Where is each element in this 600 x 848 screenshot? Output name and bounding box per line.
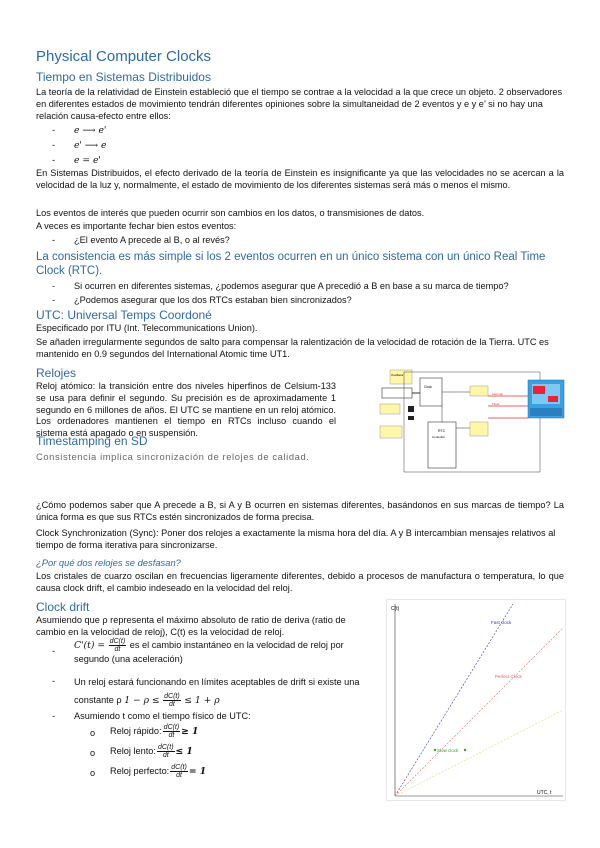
fig-label: Timer (492, 402, 500, 406)
bullet-dash: - (52, 140, 56, 150)
heading-clock-drift: Clock drift (36, 600, 90, 614)
heading-relojes: Relojes (36, 366, 77, 380)
bullet-circle: o (90, 768, 96, 778)
text: es el cambio instantáneo en la velocidad de reloj por segundo (una aceleración) (74, 639, 344, 664)
fraction: $\frac{dC(t)}{dt}$ (164, 693, 180, 709)
fast-clock-line (395, 604, 513, 796)
subtitle: Consistencia implica sincronización de relojes de calidad. (36, 451, 310, 462)
fraction: $\frac{dC(t)}{dt}$ (109, 638, 126, 653)
clock-box (420, 378, 442, 406)
paragraph: Los cristales de cuarzo oscilan en frecuencias ligeramente diferentes, debido a procesos de manufactura o temperatura, lo que causa clock drift, el cambio indeseado en la velocidad del reloj. (36, 571, 564, 593)
paragraph: Se añaden irregularmente segundos de salto para compensar la ralentización de la velocidad de rotación de la Tierra. UTC es mantenido en 0.9 segundos del International Atomic time UT1. (36, 337, 549, 359)
drift-limit (74, 673, 376, 710)
math-expr: 1 − ρ ≤ (124, 695, 160, 706)
fig-label: Interrupt (492, 392, 504, 396)
note-box (380, 426, 402, 438)
fast-clock-label: Fast clock (491, 620, 512, 625)
math-expr: C'(t) = (74, 639, 106, 651)
paragraph: Reloj atómico: la transición entre dos niveles hiperfinos de Celsium-133 se usa para definir el segundo. Su precisión es de aproximadamente 1 segundo en 6 millones de años. El UTC se mantiene en un reloj atómico. Los ordenadores mantienen el tiempo en RTCs incluso cuando el sistema está apagado o en suspensión. (36, 381, 336, 439)
fig-label: Oscillator (391, 373, 404, 377)
perfect-clock-item: Reloj perfecto: $\frac{dC(t)}{dt}$ = 1 (110, 764, 207, 780)
bullet-dash: - (52, 125, 56, 135)
perfect-clock-label: Perfect Clock (495, 674, 522, 679)
bullet-circle: o (90, 728, 96, 738)
counter-box (382, 388, 412, 398)
note-box (380, 404, 400, 414)
paragraph: ¿Cómo podemos saber que A precede a B, si A y B ocurren en sistemas diferentes, basándonos en sus marcas de tiempo? La única forma es que sus RTCs estén sincronizados de forma precisa. (36, 500, 564, 522)
y-axis-label: C(t) (391, 606, 400, 612)
drift-definition (74, 638, 376, 666)
paragraph: Los eventos de interés que pueden ocurrir son cambios en los datos, o transmisiones de datos. (36, 208, 425, 218)
x-axis-label: UTC, t (537, 790, 552, 796)
list-item: ¿Podemos asegurar que los dos RTCs estaban bien sincronizados? (74, 295, 352, 305)
reg-box (470, 386, 488, 396)
page-title: Physical Computer Clocks (36, 48, 212, 65)
fast-clock-item: Reloj rápido: $\frac{dC(t)}{dt}$ ≥ 1 (110, 724, 199, 740)
paragraph: Especificado por ITU (Int. Telecommunications Union). (36, 323, 258, 333)
list-item: e = e' (74, 155, 101, 166)
fig-label: Clock (424, 385, 432, 389)
slow-clock-label: Slow clock (437, 748, 459, 753)
heading-utc: UTC: Universal Temps Coordoné (36, 308, 212, 322)
rtc-diagram (378, 366, 568, 476)
paragraph: A veces es importante fechar bien estos eventos: (36, 221, 237, 231)
bullet-dash: - (52, 676, 56, 686)
perfect-clock-line (395, 628, 563, 796)
slow-clock-line (395, 710, 563, 796)
question: ¿Por qué dos relojes se desfasan? (36, 557, 181, 568)
paragraph: Clock Synchronization (Sync): Poner dos relojes a exactamente la misma hora del día. A y B intercambian mensajes relativos al tiempo de forma iterativa para sincronizarse. (36, 528, 556, 550)
paragraph: Asumiendo que ρ representa el máximo absoluto de ratio de deriva (ratio de cambio en la velocidad de reloj), C(t) es la velocidad de reloj. (36, 615, 346, 637)
list-item: e ⟶ e' (74, 125, 107, 136)
fig-label: Controller (432, 435, 446, 439)
paragraph: La teoría de la relatividad de Einstein estableció que el tiempo se contrae a la velocidad a la que crece un objeto. 2 observadores en diferentes estados de movimiento tendrán diferentes opiniones sobre la simultaneidad de 2 eventos y e y e’ si no hay una relación causa-efecto entre ellos: (36, 87, 563, 121)
bullet-dash: - (52, 295, 56, 305)
list-item: Si ocurren en diferentes sistemas, ¿podemos asegurar que A precedió a B en base a su marca de tiempo? (74, 281, 509, 291)
heading-tiempo-sd: Tiempo en Sistemas Distribuidos (36, 70, 211, 84)
bullet-dash: - (52, 711, 56, 721)
bullet-dash: - (52, 235, 56, 245)
slow-clock-item: Reloj lento: $\frac{dC(t)}{dt}$ ≤ 1 (110, 744, 193, 760)
heading-consistencia: La consistencia es más simple si los 2 eventos ocurren en un único sistema con un único Real Time Clock (RTC). (36, 251, 546, 277)
bullet-circle: o (90, 748, 96, 758)
math-expr: ≤ 1 + ρ (184, 695, 220, 706)
buffer-box (470, 422, 488, 436)
heading-timestamping: Timestamping en SD (36, 434, 148, 448)
bullet-dash: - (52, 646, 56, 656)
fig-label: RTC (438, 429, 446, 433)
list-item: e' ⟶ e (74, 140, 107, 151)
text: Un reloj estará funcionando en límites aceptables de drift si existe una constante ρ (74, 677, 360, 705)
bullet-dash: - (52, 155, 56, 165)
clock-drift-graph (386, 599, 566, 801)
paragraph: En Sistemas Distribuidos, el efecto derivado de la teoría de Einstein es insignificante ya que las velocidades no se acercan a la velocidad de la luz y, normalmente, el estado de movimiento de los diferentes sistemas será más o menos el mismo. (36, 168, 564, 190)
list-item: Asumiendo t como el tiempo físico de UTC: (74, 711, 251, 721)
list-item: ¿El evento A precede al B, o al revés? (74, 235, 230, 245)
bullet-dash: - (52, 281, 56, 291)
